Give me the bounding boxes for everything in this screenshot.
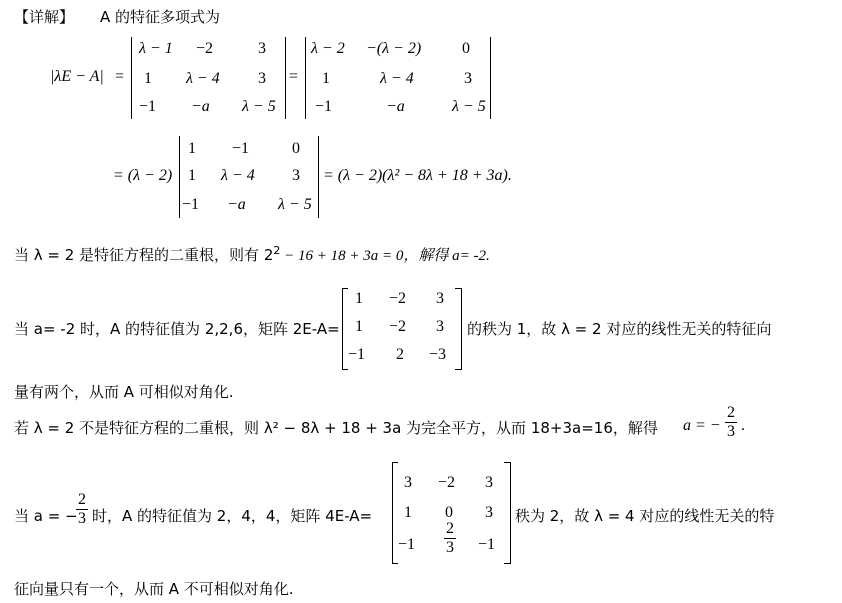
bracket-right-top: [455, 288, 461, 289]
exponent: 2: [273, 244, 281, 257]
solution-tag: 【详解】: [14, 8, 75, 26]
det1-cell: −2: [196, 40, 214, 57]
det3-cell: −1: [232, 140, 250, 157]
det-eq2: =: [289, 68, 299, 85]
matrix-cell: 3: [436, 318, 444, 335]
matrix-cell: −2: [438, 474, 456, 491]
double-root-line: [14, 244, 490, 265]
fraction-num: 2: [727, 404, 735, 421]
det3-cell: 1: [188, 140, 196, 157]
det3-cell: 1: [188, 167, 196, 184]
bracket-right-bottom: [455, 369, 461, 370]
det-lhs: |λE − A|: [50, 68, 104, 85]
matrix-cell: 2: [396, 346, 404, 363]
det2-left-bar: [305, 37, 306, 119]
case3-text: 时，A 的特征值为 2，4，4，矩阵 4E-A=: [92, 507, 373, 525]
det2-cell: −1: [315, 98, 333, 115]
det1-cell: −a: [191, 98, 210, 115]
det2-cell: −a: [386, 98, 405, 115]
double-root-equation: − 16 + 18 + 3a = 0，解得 a= -2.: [280, 248, 490, 264]
det2-right-bar: [490, 37, 491, 119]
case2-period: .: [741, 417, 745, 434]
matrix-cell: 1: [355, 318, 363, 335]
double-root-text: 当 λ = 2 是特征方程的二重根，则有 2: [14, 246, 274, 264]
det3-result: = (λ − 2)(λ² − 8λ + 18 + 3a).: [323, 167, 512, 184]
matrix-cell: −2: [389, 290, 407, 307]
fraction-den: 3: [727, 423, 735, 440]
det1-cell: 3: [258, 70, 266, 87]
case2-text: 若 λ = 2 不是特征方程的二重根，则 λ² − 8λ + 18 + 3a 为完全平方，从而 18+3a=16，解得: [14, 419, 658, 437]
matrix-cell: −1: [478, 536, 496, 553]
det2-cell: 1: [322, 70, 330, 87]
matrix-cell: 3: [436, 290, 444, 307]
det1-cell: −1: [139, 98, 157, 115]
bracket-right: [461, 288, 462, 370]
matrix-cell: −2: [389, 318, 407, 335]
det1-cell: 3: [258, 40, 266, 57]
det-eq: =: [115, 68, 125, 85]
matrix-cell: 1: [404, 504, 412, 521]
case1-rank-text: 的秩为 1，故 λ = 2 对应的线性无关的特征向: [467, 320, 772, 338]
det2-cell: λ − 2: [311, 40, 345, 57]
bracket-right: [510, 462, 511, 564]
det1-right-bar: [285, 37, 286, 119]
bracket-right-bottom: [504, 563, 510, 564]
bracket-right-top: [504, 462, 510, 463]
det3-cell: 3: [292, 167, 300, 184]
det3-left-bar: [179, 136, 180, 218]
case3-prefix: [14, 505, 78, 526]
case3-conclusion: 征向量只有一个，从而 A 不可相似对角化.: [14, 580, 294, 598]
det2-cell: −(λ − 2): [366, 40, 422, 57]
matrix-cell: 3: [404, 474, 412, 491]
bracket-left-top: [342, 288, 348, 289]
det3-cell: λ − 5: [278, 196, 312, 213]
case3-fraction: [76, 492, 88, 527]
det3-cell: λ − 4: [221, 167, 255, 184]
det2-cell: λ − 5: [452, 98, 486, 115]
fraction-num: 2: [78, 491, 86, 508]
bracket-left-bottom: [342, 369, 348, 370]
case1-text: 当 a= -2 时，A 的特征值为 2,2,6，矩阵 2E-A=: [14, 320, 340, 338]
matrix-cell: 1: [355, 290, 363, 307]
bracket-left: [342, 288, 343, 370]
det1-cell: λ − 1: [139, 40, 173, 57]
matrix-cell: −1: [348, 346, 366, 363]
det3-cell: −a: [227, 196, 246, 213]
fraction-den: 3: [78, 510, 86, 527]
bracket-left: [392, 462, 393, 564]
intro-text: A 的特征多项式为: [100, 8, 221, 26]
case1-conclusion: 量有两个，从而 A 可相似对角化.: [14, 383, 234, 401]
matrix-cell: −1: [398, 536, 416, 553]
det1-cell: 1: [144, 70, 152, 87]
matrix-cell: 3: [485, 474, 493, 491]
det1-cell: λ − 5: [242, 98, 276, 115]
fraction-den: 3: [446, 539, 454, 556]
det2-cell: λ − 4: [380, 70, 414, 87]
fraction-num: 2: [446, 520, 454, 537]
matrix-cell-fraction: [444, 521, 456, 556]
det1-left-bar: [131, 37, 132, 119]
det3-right-bar: [318, 136, 319, 218]
case3-a-eq: 当 a = −: [14, 507, 78, 525]
det1-cell: λ − 4: [186, 70, 220, 87]
bracket-left-top: [392, 462, 398, 463]
det3-cell: −1: [182, 196, 200, 213]
case3-rank-text: 秩为 2，故 λ = 4 对应的线性无关的特: [515, 507, 775, 525]
det3-cell: 0: [292, 140, 300, 157]
det3-prefix: = (λ − 2): [113, 167, 173, 184]
case2-a-eq: a = −: [683, 417, 721, 434]
bracket-left-bottom: [392, 563, 398, 564]
case2-fraction: [725, 405, 737, 440]
det2-cell: 3: [464, 70, 472, 87]
matrix-cell: 3: [485, 504, 493, 521]
matrix-cell: −3: [429, 346, 447, 363]
matrix-cell: 0: [445, 504, 453, 521]
det2-cell: 0: [462, 40, 470, 57]
